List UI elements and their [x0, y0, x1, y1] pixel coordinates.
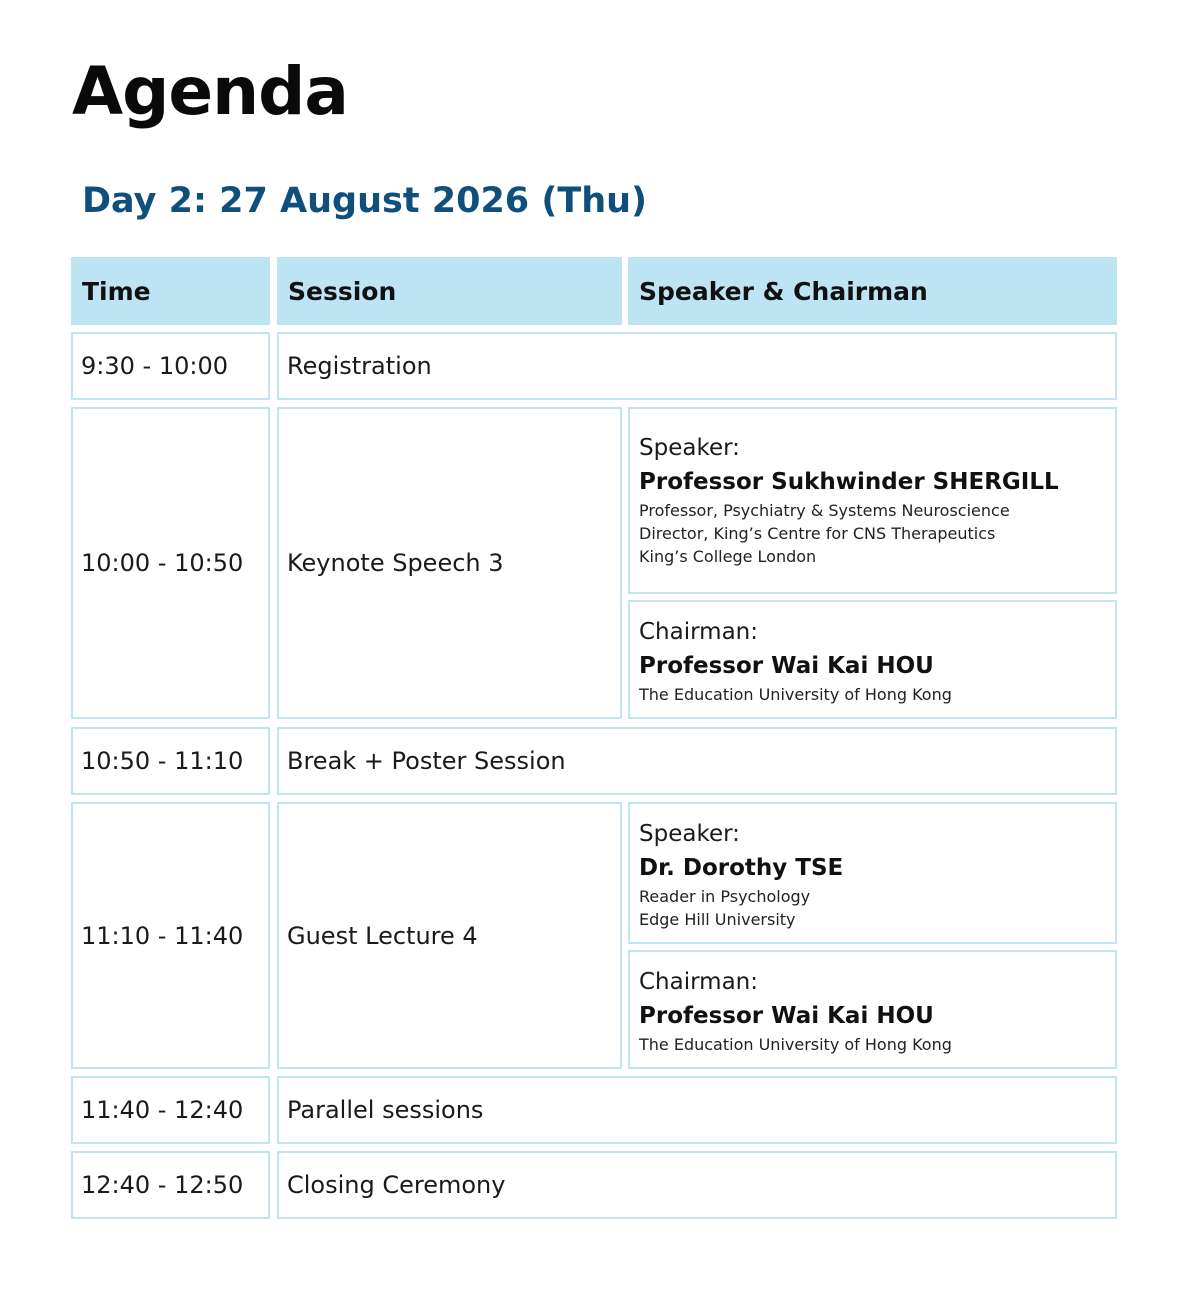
speaker-cell: [628, 802, 1117, 944]
chairman-detail: The Education University of Hong Kong: [639, 1035, 952, 1054]
speaker-name: Professor Sukhwinder SHERGILL: [639, 469, 1059, 495]
time-cell: 10:00 - 10:50: [71, 407, 270, 719]
speaker-detail: Director, King’s Centre for CNS Therapeutics: [639, 524, 996, 543]
time-cell: 11:40 - 12:40: [71, 1076, 270, 1144]
day-heading: Day 2: 27 August 2026 (Thu): [82, 181, 648, 221]
chairman-label: Chairman:: [639, 969, 758, 995]
speaker-detail: Professor, Psychiatry & Systems Neuroscience: [639, 501, 1010, 520]
time-cell: 11:10 - 11:40: [71, 802, 270, 1069]
speaker-cell: [628, 407, 1117, 594]
time-cell: 9:30 - 10:00: [71, 332, 270, 400]
session-cell: Keynote Speech 3: [277, 407, 622, 719]
speaker-detail: Reader in Psychology: [639, 887, 811, 906]
session-cell: Registration: [277, 332, 1117, 400]
session-cell: Break + Poster Session: [277, 727, 1117, 795]
chairman-detail: The Education University of Hong Kong: [639, 685, 952, 704]
chairman-cell: [628, 950, 1117, 1069]
speaker-detail: Edge Hill University: [639, 910, 796, 929]
speaker-name: Dr. Dorothy TSE: [639, 855, 844, 881]
chairman-name: Professor Wai Kai HOU: [639, 1003, 934, 1029]
time-cell: 10:50 - 11:10: [71, 727, 270, 795]
chairman-name: Professor Wai Kai HOU: [639, 653, 934, 679]
header-time: Time: [71, 257, 270, 325]
header-speaker-chairman: Speaker & Chairman: [628, 257, 1117, 325]
chairman-label: Chairman:: [639, 619, 758, 645]
chairman-cell: [628, 600, 1117, 719]
speaker-label: Speaker:: [639, 821, 740, 847]
speaker-detail: King’s College London: [639, 547, 817, 566]
header-session: Session: [277, 257, 622, 325]
time-cell: 12:40 - 12:50: [71, 1151, 270, 1219]
session-cell: Guest Lecture 4: [277, 802, 622, 1069]
session-cell: Closing Ceremony: [277, 1151, 1117, 1219]
session-cell: Parallel sessions: [277, 1076, 1117, 1144]
speaker-label: Speaker:: [639, 435, 740, 461]
page-title: Agenda: [72, 53, 348, 130]
